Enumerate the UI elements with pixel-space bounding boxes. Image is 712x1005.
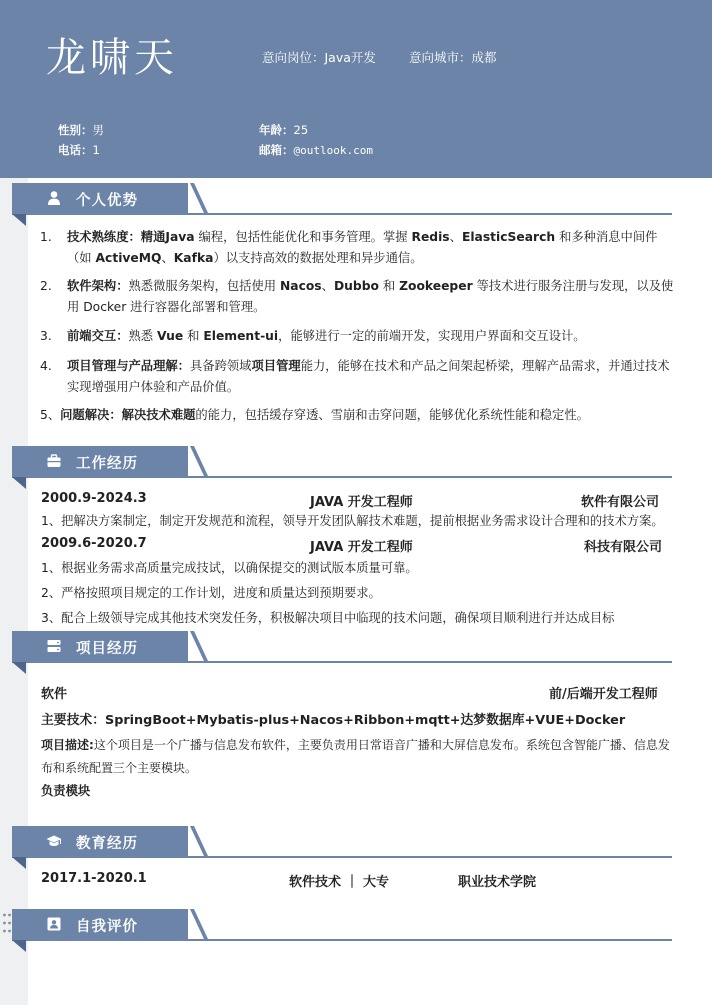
- phone-info: [58, 142, 100, 158]
- advantage-phrase: ，能够进行一定的前端开发，实现用户界面和交互设计。: [278, 329, 586, 343]
- advantage-keyword: Java: [165, 230, 195, 244]
- project-header: [41, 683, 671, 703]
- work-period: 2000.9-2024.3: [41, 491, 147, 506]
- project-duty-label: 负责模块: [41, 784, 91, 798]
- work-entry-2-header: [41, 536, 671, 556]
- advantage-number: 1.: [40, 230, 52, 244]
- work-company: 软件有限公司: [581, 495, 660, 510]
- age-info: [259, 122, 308, 138]
- education-major: 软件技术 ｜ 大专: [289, 875, 390, 890]
- project-tech: [41, 710, 625, 731]
- advantage-phrase: 和: [183, 329, 204, 343]
- email-label: 邮箱：: [259, 143, 294, 157]
- graduation-cap-icon: [46, 833, 62, 849]
- section-header-advantages: [12, 183, 672, 228]
- advantage-keyword: Kafka: [173, 251, 214, 265]
- age-value: 25: [293, 123, 309, 137]
- project-description: [41, 734, 675, 780]
- server-icon: [46, 638, 62, 654]
- person-icon: [46, 190, 62, 206]
- advantage-keyword: Nacos: [279, 279, 322, 293]
- phone-value: 1: [92, 143, 100, 157]
- advantage-phrase: 能力，能够在技术和产品之间架起桥梁，理解产品需求，并通过技术实现增强用户体验和产品价值。: [67, 359, 670, 394]
- advantage-phrase: 和: [378, 279, 400, 293]
- section-title: 教育经历: [76, 836, 138, 852]
- work-item: 1、把解决方案制定，制定开发规范和流程，领导开发团队解技术难题，提前根据业务需求设计合理和的技术方案。: [41, 514, 664, 528]
- work-entry-1-header: [41, 491, 671, 511]
- section-title: 工作经历: [76, 456, 138, 472]
- advantage-text: [67, 276, 676, 318]
- email-info: [259, 142, 373, 158]
- advantage-item: [40, 276, 676, 318]
- advantage-keyword: Zookeeper: [399, 279, 473, 293]
- advantage-text: [67, 356, 676, 398]
- section-title: 个人优势: [76, 193, 138, 209]
- resume-header: [0, 0, 712, 178]
- advantage-keyword: 精通: [140, 230, 166, 244]
- advantage-phrase: 、: [449, 230, 462, 244]
- advantage-keyword: 解决技术难题: [121, 408, 196, 422]
- gender-label: 性别：: [58, 123, 93, 137]
- briefcase-icon: [46, 453, 62, 469]
- section-title: 项目经历: [76, 641, 138, 657]
- advantage-phrase: 熟悉: [128, 329, 158, 343]
- work-item: 3、配合上级领导完成其他技术突发任务，积极解决项目中临现的技术问题，确保项目顺利进行并达成目标: [41, 611, 615, 625]
- work-period: 2009.6-2020.7: [41, 536, 147, 551]
- advantage-number: 3.: [40, 329, 52, 343]
- advantage-item: [40, 227, 676, 269]
- advantage-keyword: 软件架构：: [67, 279, 129, 293]
- work-item: 2、严格按照项目规定的工作计划，进度和质量达到预期要求。: [41, 586, 381, 600]
- work-item: 1、根据业务需求高质量完成技试，以确保提交的测试版本质量可靠。: [41, 561, 418, 575]
- education-period: 2017.1-2020.1: [41, 871, 147, 886]
- advantage-text: [67, 227, 676, 269]
- intent-position: 意向岗位：Java开发: [262, 50, 376, 65]
- advantage-number: 5、: [40, 408, 61, 422]
- project-desc-label: 项目描述:: [41, 738, 94, 752]
- project-desc-value: 这个项目是一个广播与信息发布软件，主要负责用日常语音广播和大屏信息发布。系统包含智能广播、信息发布和系统配置三个主要模块。: [41, 738, 670, 775]
- advantage-keyword: Element-ui: [203, 329, 279, 343]
- advantage-phrase: 等技术进行服务注册与发现，以及使用 Docker 进行容器化部署和管理。: [67, 279, 674, 314]
- candidate-name: 龙啸天: [46, 35, 178, 81]
- section-header-work: [12, 446, 672, 491]
- section-header-projects: [12, 631, 672, 676]
- education-school: 职业技术学院: [458, 875, 537, 890]
- advantage-phrase: ）以支持高效的数据处理和异步通信。: [213, 251, 423, 265]
- advantage-keyword: 项目管理: [251, 359, 301, 373]
- advantage-phrase: 、: [161, 251, 174, 265]
- advantage-phrase: 编程，包括性能优化和事务管理。掌握: [194, 230, 412, 244]
- advantage-keyword: Vue: [157, 329, 184, 343]
- advantage-keyword: Redis: [411, 230, 450, 244]
- project-name: 软件: [41, 687, 68, 702]
- gender-info: [58, 122, 104, 138]
- advantage-keyword: 项目管理与产品理解：: [67, 359, 190, 373]
- advantage-item: [40, 326, 676, 347]
- advantage-number: 4.: [40, 359, 52, 373]
- id-card-icon: [46, 916, 62, 932]
- project-role: 前/后端开发工程师: [549, 687, 658, 702]
- advantage-phrase: 、: [321, 279, 334, 293]
- section-header-education: [12, 826, 672, 871]
- advantage-keyword: ActiveMQ: [95, 251, 162, 265]
- advantage-phrase: 和多种消息中间件（如: [67, 230, 658, 265]
- work-role: JAVA 开发工程师: [310, 540, 413, 555]
- intent-city: 意向城市：成都: [409, 50, 497, 65]
- drag-handle-icon[interactable]: [2, 912, 12, 934]
- advantage-text: [60, 408, 589, 422]
- advantage-keyword: 技术熟练度：: [67, 230, 141, 244]
- work-company: 科技有限公司: [584, 540, 663, 555]
- advantage-item: [40, 356, 676, 398]
- advantage-phrase: 具备跨领域: [189, 359, 252, 373]
- advantage-phrase: 的能力，包括缓存穿透、雪崩和击穿问题，能够优化系统性能和稳定性。: [195, 408, 589, 422]
- advantage-keyword: ElasticSearch: [461, 230, 556, 244]
- section-title: 自我评价: [76, 919, 138, 935]
- project-tech-label: 主要技术：: [41, 713, 105, 728]
- education-entry: [41, 871, 671, 891]
- advantage-item: [40, 405, 676, 426]
- advantage-keyword: 前端交互：: [67, 329, 129, 343]
- project-tech-value: SpringBoot+Mybatis-plus+Nacos+Ribbon+mqtt+达梦数据库+VUE+Docker: [104, 713, 626, 728]
- advantage-text: [67, 326, 676, 347]
- phone-label: 电话：: [58, 143, 93, 157]
- advantage-phrase: 熟悉微服务架构，包括使用: [128, 279, 280, 293]
- work-role: JAVA 开发工程师: [310, 495, 413, 510]
- age-label: 年龄：: [259, 123, 294, 137]
- gender-value: 男: [92, 123, 104, 137]
- email-value: @outlook.com: [293, 144, 373, 157]
- section-header-self-eval: [12, 909, 672, 954]
- advantage-keyword: Dubbo: [333, 279, 379, 293]
- advantage-keyword: 问题解决：: [60, 408, 122, 422]
- advantage-number: 2.: [40, 279, 52, 293]
